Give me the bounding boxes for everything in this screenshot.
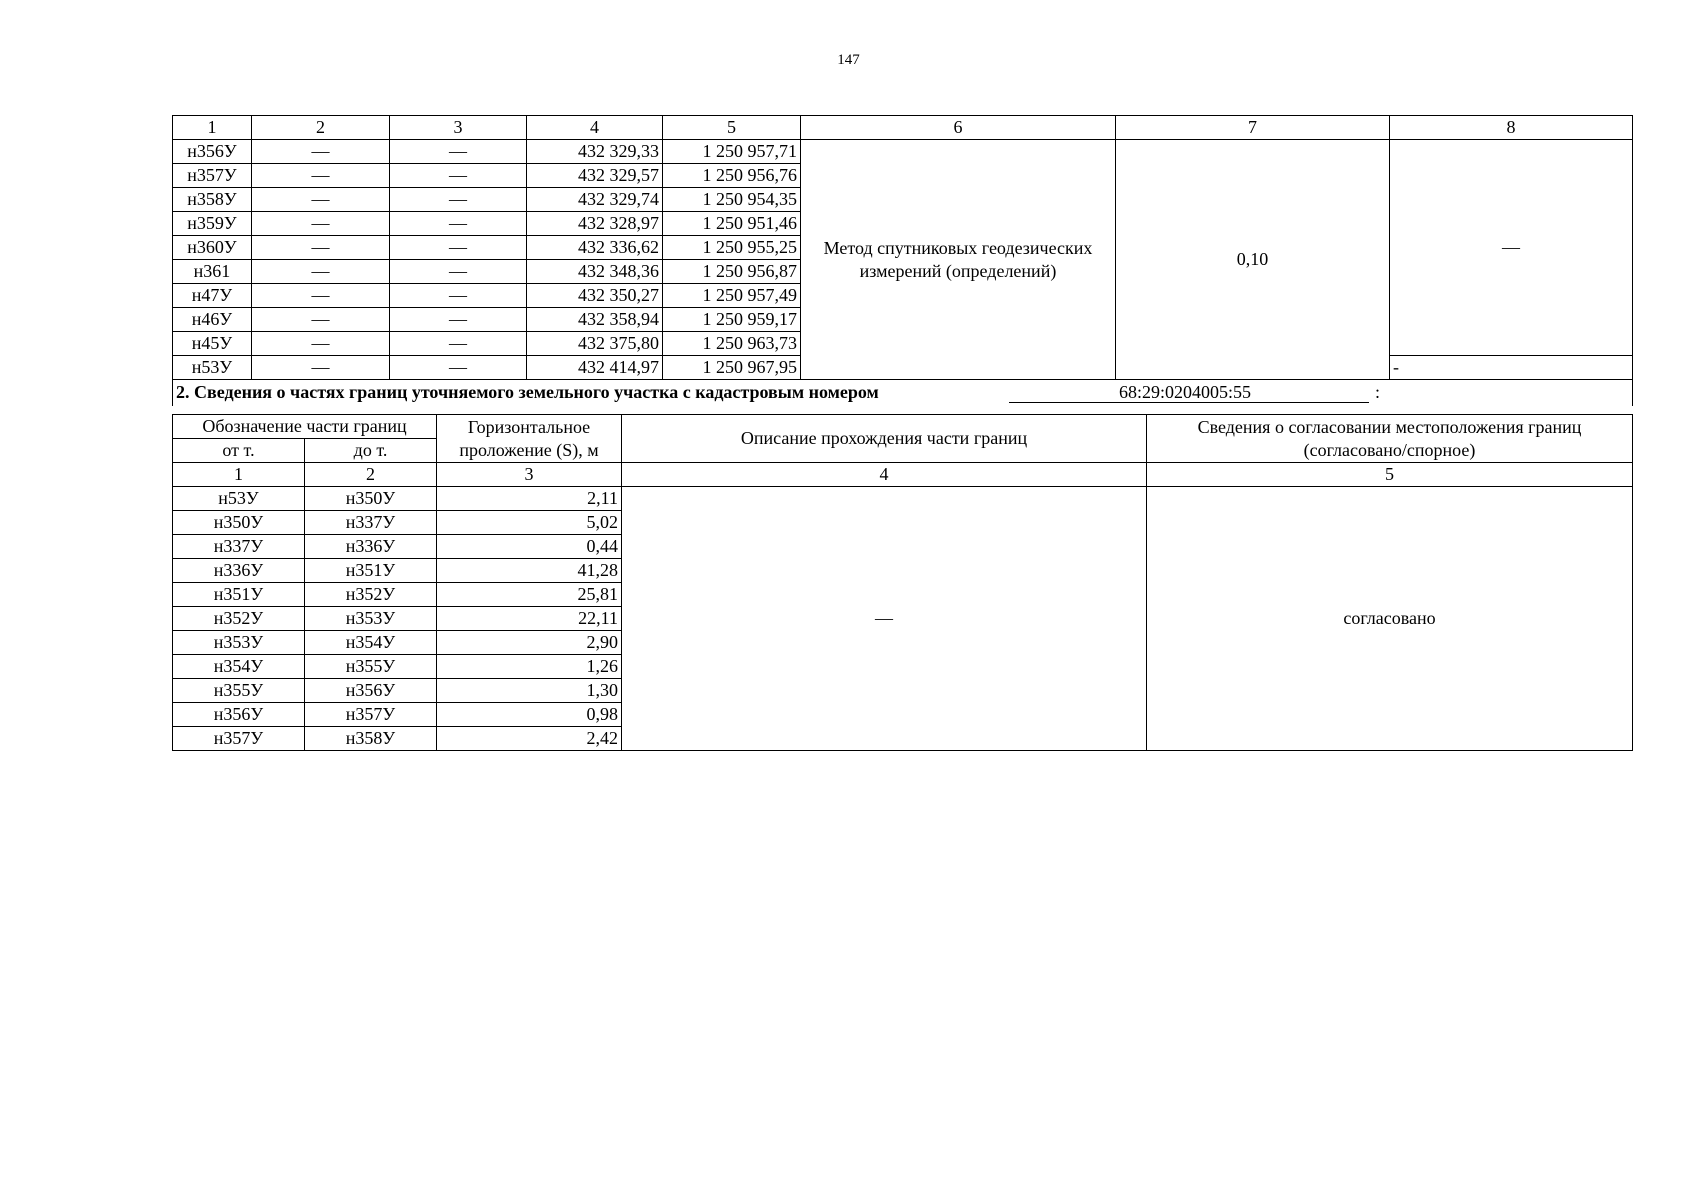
- parts-header-row: [173, 415, 1633, 439]
- from-point: н350У: [173, 511, 305, 535]
- parts-number-row: [173, 463, 1633, 487]
- coord-x: 432 350,27: [527, 284, 663, 308]
- header-part: Обозначение части границ: [173, 415, 437, 439]
- to-point: н336У: [305, 535, 437, 559]
- cell-dash: —: [252, 308, 390, 332]
- coord-y: 1 250 955,25: [663, 236, 801, 260]
- coord-x: 432 329,57: [527, 164, 663, 188]
- cadastral-colon: :: [1375, 382, 1381, 402]
- to-point: н352У: [305, 583, 437, 607]
- to-point: н354У: [305, 631, 437, 655]
- to-point: н358У: [305, 727, 437, 751]
- cell-dash: —: [390, 356, 527, 380]
- coord-y: 1 250 959,17: [663, 308, 801, 332]
- coordinates-header-row: [173, 116, 1633, 140]
- cell-dash: —: [252, 212, 390, 236]
- col-number: 4: [622, 463, 1147, 487]
- cell-dash: —: [252, 140, 390, 164]
- col-number: 5: [1147, 463, 1633, 487]
- col-header: 5: [663, 116, 801, 140]
- point-name: н47У: [173, 284, 252, 308]
- table-row: [173, 487, 1633, 511]
- cell-dash: —: [390, 212, 527, 236]
- coord-y: 1 250 956,76: [663, 164, 801, 188]
- coord-x: 432 375,80: [527, 332, 663, 356]
- cell-dash: —: [390, 140, 527, 164]
- length: 2,42: [437, 727, 622, 751]
- page-number: 147: [837, 52, 860, 68]
- from-point: н356У: [173, 703, 305, 727]
- cell-dash: —: [390, 164, 527, 188]
- cell-dash: —: [390, 236, 527, 260]
- boundary-parts-table: [172, 414, 1633, 751]
- point-name: н360У: [173, 236, 252, 260]
- header-from: от т.: [173, 439, 305, 463]
- coord-y: 1 250 957,49: [663, 284, 801, 308]
- cell-dash: —: [252, 332, 390, 356]
- agreement-cell: согласовано: [1147, 487, 1633, 751]
- from-point: н351У: [173, 583, 305, 607]
- cell-dash: —: [252, 236, 390, 260]
- point-name: н357У: [173, 164, 252, 188]
- cell-dash: —: [390, 188, 527, 212]
- description-cell: —: [622, 487, 1147, 751]
- coord-x: 432 336,62: [527, 236, 663, 260]
- coord-y: 1 250 957,71: [663, 140, 801, 164]
- method-cell: Метод спутниковых геодезических измерений (определений): [801, 140, 1116, 380]
- coord-y: 1 250 956,87: [663, 260, 801, 284]
- to-point: н350У: [305, 487, 437, 511]
- col-header: 8: [1390, 116, 1633, 140]
- col-header: 3: [390, 116, 527, 140]
- coord-y: 1 250 951,46: [663, 212, 801, 236]
- cell-dash: —: [252, 356, 390, 380]
- cell-dash: —: [252, 284, 390, 308]
- header-description: Описание прохождения части границ: [622, 415, 1147, 463]
- col-header: 6: [801, 116, 1116, 140]
- cell-dash: —: [390, 284, 527, 308]
- to-point: н355У: [305, 655, 437, 679]
- col-header: 2: [252, 116, 390, 140]
- length: 41,28: [437, 559, 622, 583]
- col-number: 3: [437, 463, 622, 487]
- to-point: н357У: [305, 703, 437, 727]
- coordinates-table: [172, 115, 1633, 406]
- accuracy-cell: 0,10: [1116, 140, 1390, 380]
- to-point: н356У: [305, 679, 437, 703]
- cell-dash: —: [390, 260, 527, 284]
- cell-dash: —: [252, 188, 390, 212]
- header-to: до т.: [305, 439, 437, 463]
- coord-x: 432 348,36: [527, 260, 663, 284]
- section2-line: [173, 381, 1632, 405]
- length: 1,26: [437, 655, 622, 679]
- coord-y: 1 250 954,35: [663, 188, 801, 212]
- to-point: н337У: [305, 511, 437, 535]
- point-name: н359У: [173, 212, 252, 236]
- length: 2,11: [437, 487, 622, 511]
- section2-cell: [173, 380, 1633, 407]
- section2-row: [173, 380, 1633, 407]
- cadastral-number: 68:29:0204005:55: [1119, 382, 1252, 402]
- coord-x: 432 329,33: [527, 140, 663, 164]
- point-name: н53У: [173, 356, 252, 380]
- length: 25,81: [437, 583, 622, 607]
- cell-dash: —: [252, 164, 390, 188]
- from-point: н353У: [173, 631, 305, 655]
- to-point: н351У: [305, 559, 437, 583]
- from-point: н336У: [173, 559, 305, 583]
- col-header: 7: [1116, 116, 1390, 140]
- cell-dash: —: [390, 308, 527, 332]
- length: 0,44: [437, 535, 622, 559]
- coord-y: 1 250 963,73: [663, 332, 801, 356]
- from-point: н337У: [173, 535, 305, 559]
- coord-x: 432 414,97: [527, 356, 663, 380]
- cell-dash: —: [390, 332, 527, 356]
- length: 2,90: [437, 631, 622, 655]
- length: 22,11: [437, 607, 622, 631]
- point-name: н46У: [173, 308, 252, 332]
- header-agreement: Сведения о согласовании местоположения границ (согласовано/спорное): [1147, 415, 1633, 463]
- from-point: н354У: [173, 655, 305, 679]
- header-length: Горизонтальное проложение (S), м: [437, 415, 622, 463]
- col8-cell: —: [1390, 140, 1633, 356]
- cell-dash: —: [252, 260, 390, 284]
- col-header: 1: [173, 116, 252, 140]
- point-name: н356У: [173, 140, 252, 164]
- from-point: н352У: [173, 607, 305, 631]
- col-number: 1: [173, 463, 305, 487]
- to-point: н353У: [305, 607, 437, 631]
- col-number: 2: [305, 463, 437, 487]
- col-header: 4: [527, 116, 663, 140]
- from-point: н355У: [173, 679, 305, 703]
- length: 0,98: [437, 703, 622, 727]
- coord-x: 432 328,97: [527, 212, 663, 236]
- length: 1,30: [437, 679, 622, 703]
- coord-y: 1 250 967,95: [663, 356, 801, 380]
- col8-last-cell: -: [1390, 356, 1633, 380]
- section2-title: 2. Сведения о частях границ уточняемого земельного участка с кадастровым номером: [176, 382, 879, 402]
- from-point: н357У: [173, 727, 305, 751]
- table-row: [173, 140, 1633, 164]
- coord-x: 432 358,94: [527, 308, 663, 332]
- coord-x: 432 329,74: [527, 188, 663, 212]
- point-name: н45У: [173, 332, 252, 356]
- point-name: н361: [173, 260, 252, 284]
- length: 5,02: [437, 511, 622, 535]
- from-point: н53У: [173, 487, 305, 511]
- point-name: н358У: [173, 188, 252, 212]
